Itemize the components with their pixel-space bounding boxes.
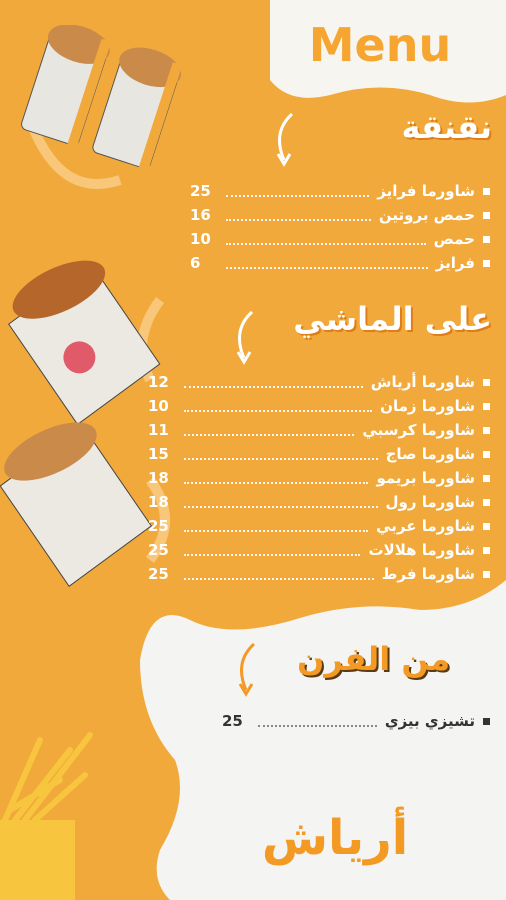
dot-leader [184,520,368,532]
menu-item [190,204,490,226]
item-name: شاورما فرايز [377,182,475,200]
item-price: 18 [148,469,169,487]
bullet-icon [483,212,490,219]
menu-item [148,419,490,441]
menu-title: Menu [308,18,452,72]
menu-item [148,539,490,561]
bullet-icon [483,403,490,410]
menu-item [148,371,490,393]
item-name: شاورما هلالات [368,541,475,559]
menu-item [148,515,490,537]
item-price: 12 [148,373,169,391]
item-price: 10 [190,230,211,248]
dot-leader [184,376,363,388]
item-price: 25 [148,541,169,559]
item-price: 6 [190,254,201,272]
menu-item [190,252,490,274]
sandwich-illustration [10,25,210,195]
section-title-min-alforn: من الفرن [297,640,450,678]
menu-item [148,467,490,489]
item-name: شاورما فرط [381,565,475,583]
section-title-ala-almashi: على الماشي [293,300,492,338]
menu-item [148,491,490,513]
curved-arrow-icon [230,310,260,365]
item-price: 25 [148,565,169,583]
item-price: 10 [148,397,169,415]
dot-leader [184,448,378,460]
bullet-icon [483,718,490,725]
item-name: حمص [433,230,475,248]
item-price: 25 [190,182,211,200]
bullet-icon [483,379,490,386]
item-name: شاورما رول [385,493,475,511]
dot-leader [258,715,377,727]
dot-leader [184,544,360,556]
item-name: شاورما صاج [385,445,475,463]
menu-item [190,228,490,250]
item-name: تشيزي بيزي [384,712,475,730]
bullet-icon [483,523,490,530]
item-price: 18 [148,493,169,511]
fries-illustration [0,720,100,830]
wrap-illustration [0,255,165,605]
section-title-nagnaga: نقنقة [401,108,492,146]
bullet-icon [483,260,490,267]
item-name: شاورما زمان [380,397,475,415]
dot-leader [184,400,372,412]
bullet-icon [483,188,490,195]
dot-leader [226,185,369,197]
menu-item [190,180,490,202]
bullet-icon [483,547,490,554]
menu-item [148,443,490,465]
brand-logo-text: أرياش [261,810,409,866]
dot-leader [184,496,378,508]
bullet-icon [483,451,490,458]
dot-leader [184,472,368,484]
item-price: 11 [148,421,169,439]
item-price: 15 [148,445,169,463]
menu-item [222,710,490,732]
dot-leader [184,568,374,580]
item-price: 25 [148,517,169,535]
bullet-icon [483,475,490,482]
item-name: شاورما بريمو [376,469,475,487]
curved-arrow-icon [232,642,262,697]
dot-leader [226,209,371,221]
item-name: شاورما أرياش [370,373,475,391]
item-name: حمص بروتين [378,206,475,224]
bullet-icon [483,571,490,578]
item-name: فرايز [435,254,475,272]
bullet-icon [483,236,490,243]
item-name: شاورما كرسبي [362,421,475,439]
dot-leader [226,233,426,245]
menu-item [148,395,490,417]
item-price: 25 [222,712,243,730]
dot-leader [226,257,428,269]
item-price: 16 [190,206,211,224]
curved-arrow-icon [270,112,300,167]
item-name: شاورما عربي [376,517,475,535]
bullet-icon [483,499,490,506]
menu-item [148,563,490,585]
dot-leader [184,424,354,436]
bullet-icon [483,427,490,434]
